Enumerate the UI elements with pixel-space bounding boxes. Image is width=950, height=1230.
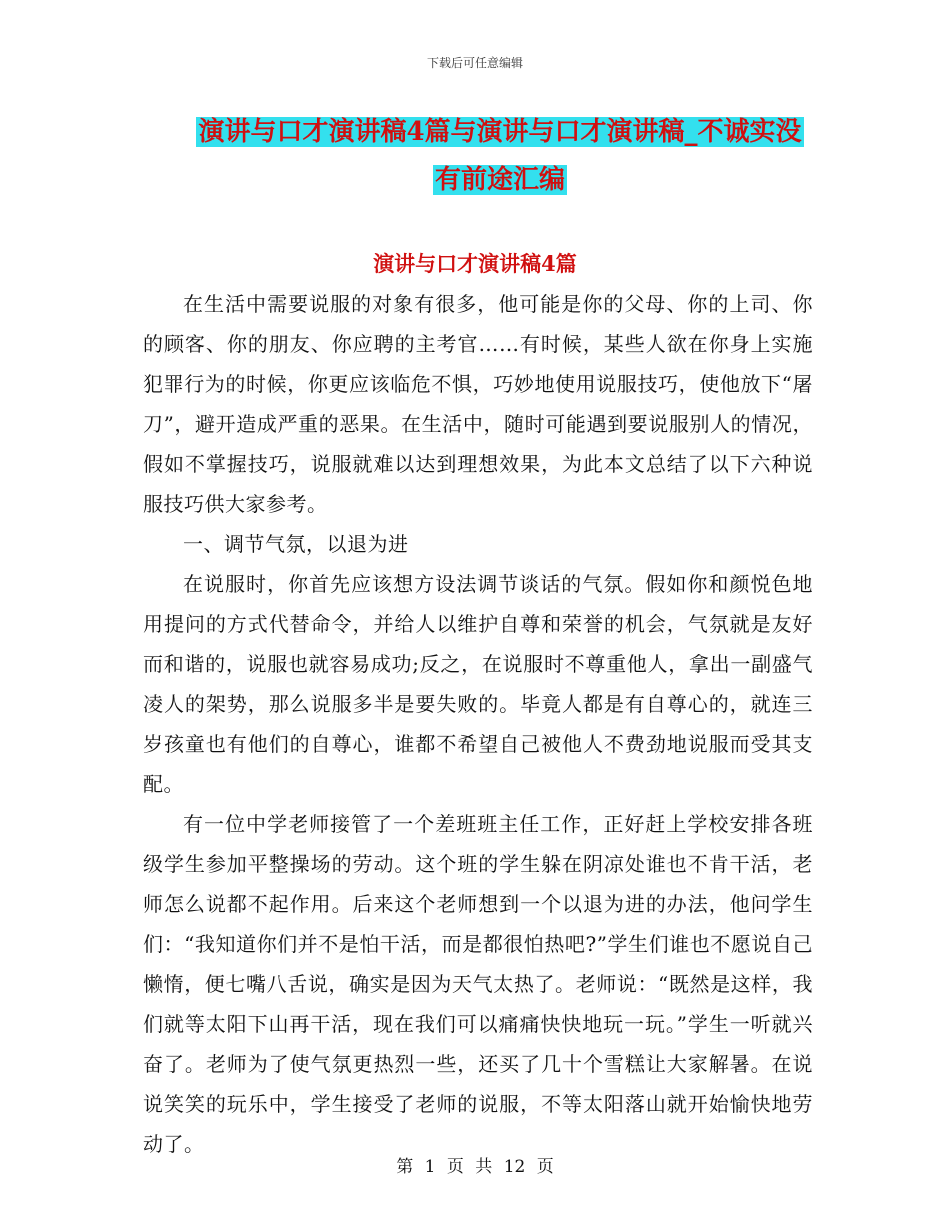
section-title: 演讲与口才演讲稿4篇 bbox=[373, 251, 577, 276]
header-note: 下载后可任意编辑 bbox=[426, 56, 523, 70]
paragraph: 有一位中学老师接管了一个差班班主任工作，正好赶上学校安排各班级学生参加平整操场的劳动。这个班的学生躲在阴凉处谁也不肯干活，老师怎么说都不起作用。后来这个老师想到一个以退为进的办法，他问学生们：“我知道你们并不是怕干活，而是都很怕热吧?”学生们谁也不愿说自己懒惰，便七嘴八舌说，确实是因为天气太热了。老师说：“既然是这样，我们就等太阳下山再干活，现在我们可以痛痛快快地玩一玩。”学生一听就兴奋了。老师为了使气氛更热烈一些，还买了几十个雪糕让大家解暑。在说说笑笑的玩乐中，学生接受了老师的说服，不等太阳落山就开始愉快地劳动了。 bbox=[143, 812, 813, 1156]
paragraph: 在说服时，你首先应该想方设法调节谈话的气氛。假如你和颜悦色地用提问的方式代替命令，并给人以维护自尊和荣誉的机会，气氛就是友好而和谐的，说服也就容易成功;反之，在说服时不尊重他人，拿出一副盛气凌人的架势，那么说服多半是要失败的。毕竟人都是有自尊心的，就连三岁孩童也有他们的自尊心，谁都不希望自己被他人不费劲地说服而受其支配。 bbox=[143, 572, 813, 796]
paragraph-heading: 一、调节气氛，以退为进 bbox=[183, 532, 409, 556]
paragraph: 在生活中需要说服的对象有很多，他可能是你的父母、你的上司、你的顾客、你的朋友、你应聘的主考官……有时候，某些人欲在你身上实施犯罪行为的时候，你更应该临危不惧，巧妙地使用说服技巧，使他放下“屠刀”，避开造成严重的恶果。在生活中，随时可能遇到要说服别人的情况，假如不掌握技巧，说服就难以达到理想效果，为此本文总结了以下六种说服技巧供大家参考。 bbox=[143, 292, 813, 516]
page-footer: 第 1 页 共 12 页 bbox=[396, 1157, 554, 1177]
body-text bbox=[143, 284, 813, 1164]
document-title-line-2: 有前途汇编 bbox=[434, 165, 565, 195]
document-title bbox=[150, 108, 850, 204]
document-title-line-1: 演讲与口才演讲稿4篇与演讲与口才演讲稿_不诚实没 bbox=[198, 117, 802, 147]
